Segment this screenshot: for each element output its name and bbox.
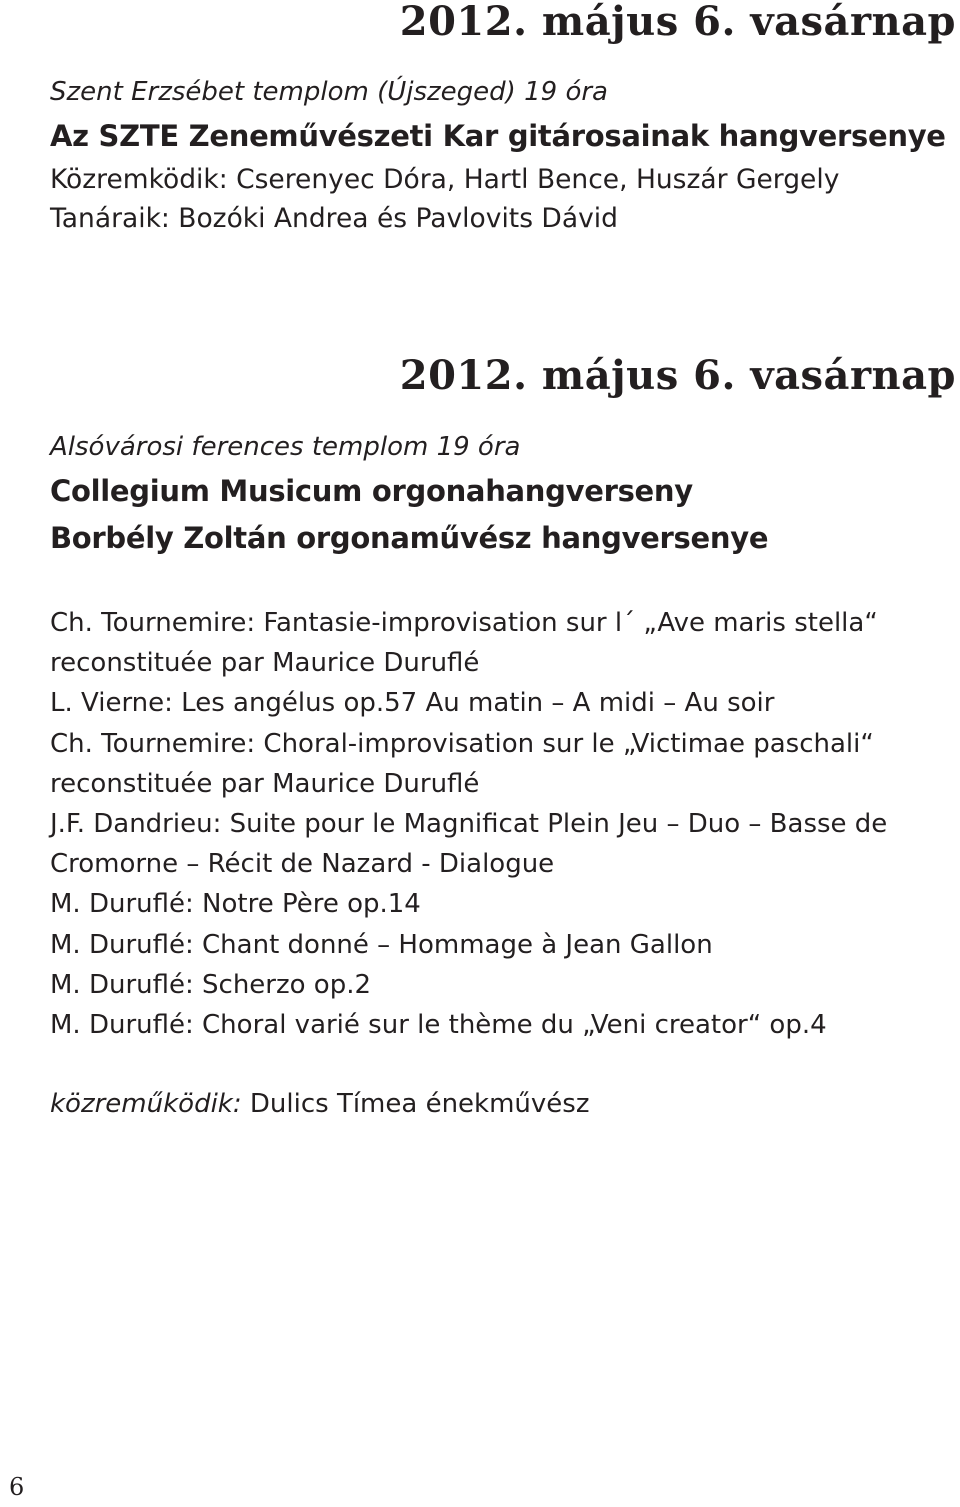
event-1-date: 2012. május 6. vasárnap — [399, 0, 956, 45]
program-item: reconstituée par Maurice Duruflé — [50, 648, 480, 679]
program-item: M. Duruflé: Chant donné – Hommage à Jean Gallon — [50, 929, 713, 960]
event-1-title: Az SZTE Zeneművészeti Kar gitárosainak hangversenye — [50, 119, 946, 153]
program-item: Ch. Tournemire: Choral-improvisation sur le „Victimae paschali“ — [50, 728, 874, 759]
program-list — [50, 603, 887, 1045]
program-item: reconstituée par Maurice Duruflé — [50, 768, 480, 799]
credit-label: közreműködik: — [50, 1089, 242, 1119]
program-item: M. Duruflé: Scherzo op.2 — [50, 969, 372, 1000]
event-1-performers: Közremködik: Cserenyec Dóra, Hartl Bence, Huszár Gergely — [50, 164, 840, 195]
event-2-title-line-1: Collegium Musicum orgonahangverseny — [50, 474, 693, 508]
program-item: Ch. Tournemire: Fantasie-improvisation sur l´ „Ave maris stella“ — [50, 608, 878, 638]
event-2-date: 2012. május 6. vasárnap — [399, 352, 956, 399]
credit-name: Dulics Tímea énekművész — [249, 1089, 590, 1119]
program-item: L. Vierne: Les angélus op.57 Au matin – A midi – Au soir — [50, 688, 775, 719]
page-number: 6 — [9, 1473, 25, 1501]
program-item: M. Duruflé: Notre Père op.14 — [50, 889, 421, 920]
event-1-venue: Szent Erzsébet templom (Újszeged) 19 óra — [50, 77, 608, 107]
event-1-teachers: Tanáraik: Bozóki Andrea és Pavlovits Dávid — [50, 203, 618, 234]
program-item: Cromorne – Récit de Nazard - Dialogue — [50, 849, 555, 880]
program-item: J.F. Dandrieu: Suite pour le Magnificat Plein Jeu – Duo – Basse de — [50, 809, 888, 840]
program-item: M. Duruflé: Choral varié sur le thème du „Veni creator“ op.4 — [50, 1010, 827, 1041]
performer-credit — [50, 1091, 589, 1117]
event-2-title-line-2: Borbély Zoltán orgonaművész hangversenye — [50, 521, 769, 555]
event-2-venue: Alsóvárosi ferences templom 19 óra — [50, 432, 521, 462]
